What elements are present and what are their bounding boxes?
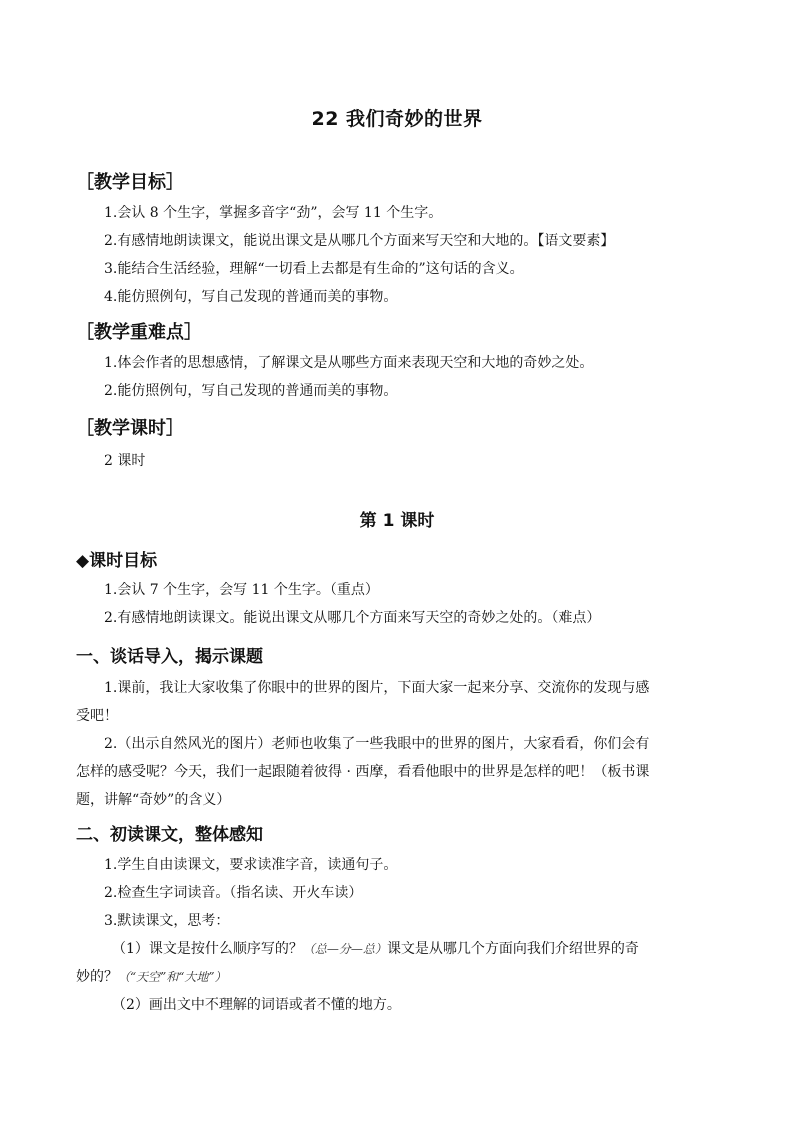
- section2-item-1: 1.学生自由读课文，要求读准字音，读通句子。: [104, 857, 398, 873]
- section2-heading: 二、初读课文，整体感知: [76, 825, 263, 845]
- goal-item-1: 1.会认 8 个生字，掌握多音字“劲”，会写 11 个生字。: [104, 205, 443, 221]
- section1-p2-line2: 怎样的感受呢？今天，我们一起跟随着彼得 · 西摩，看看他眼中的世界是怎样的吧！（板书课: [76, 764, 650, 780]
- section2-item-2: 2.检查生字词读音。（指名读、开火车读）: [104, 885, 363, 901]
- section1-heading: 一、谈话导入，揭示课题: [76, 647, 263, 667]
- key-point-item-2: 2.能仿照例句，写自己发现的普通而美的事物。: [104, 383, 398, 399]
- section2-question-1-line1: [112, 939, 639, 959]
- question-1-text-b: 课文是从哪几个方面向我们介绍世界的奇: [386, 941, 639, 957]
- section2-question-1-line2: [76, 967, 227, 987]
- question-1-answer-order: （总—分—总）: [302, 942, 387, 956]
- key-point-item-1: 1.体会作者的思想感情，了解课文是从哪些方面来表现天空和大地的奇妙之处。: [104, 355, 594, 371]
- goal-item-4: 4.能仿照例句，写自己发现的普通而美的事物。: [104, 289, 398, 305]
- goal-item-2: 2.有感情地朗读课文，能说出课文是从哪几个方面来写天空和大地的。【语文要素】: [104, 233, 615, 249]
- goals-heading: ［教学目标］: [76, 172, 184, 193]
- question-1-text-c: 妙的？: [76, 969, 118, 985]
- section1-p2-line1: 2.（出示自然风光的图片）老师也收集了一些我眼中的世界的图片，大家看看，你们会有: [104, 736, 650, 752]
- section1-p1-line1: 1.课前，我让大家收集了你眼中的世界的图片，下面大家一起来分享、交流你的发现与感: [104, 680, 650, 696]
- hours-heading: ［教学课时］: [76, 418, 184, 439]
- section2-item-3: 3.默读课文，思考：: [104, 913, 230, 929]
- key-points-heading: ［教学重难点］: [76, 322, 202, 343]
- question-1-text-a: （1）课文是按什么顺序写的？: [112, 941, 303, 957]
- section2-question-2: （2）画出文中不理解的词语或者不懂的地方。: [112, 997, 401, 1013]
- lesson1-objective-1: 1.会认 7 个生字，会写 11 个生字。（重点）: [104, 582, 379, 598]
- lesson1-title: 第 1 课时: [359, 511, 435, 531]
- lesson1-objective-2: 2.有感情地朗读课文。能说出课文从哪几个方面来写天空的奇妙之处的。（难点）: [104, 610, 601, 626]
- question-1-answer-aspects: （“天空”和“大地”）: [118, 970, 227, 984]
- section1-p2-line3: 题，讲解“奇妙”的含义）: [76, 792, 231, 808]
- goal-item-3: 3.能结合生活经验，理解“一切看上去都是有生命的”这句话的含义。: [104, 261, 524, 277]
- section1-p1-line2: 受吧！: [76, 708, 118, 724]
- lesson1-objective-heading: ◆课时目标: [76, 551, 158, 571]
- page-title: 22 我们奇妙的世界: [311, 108, 483, 130]
- hours-value: 2 课时: [104, 453, 146, 469]
